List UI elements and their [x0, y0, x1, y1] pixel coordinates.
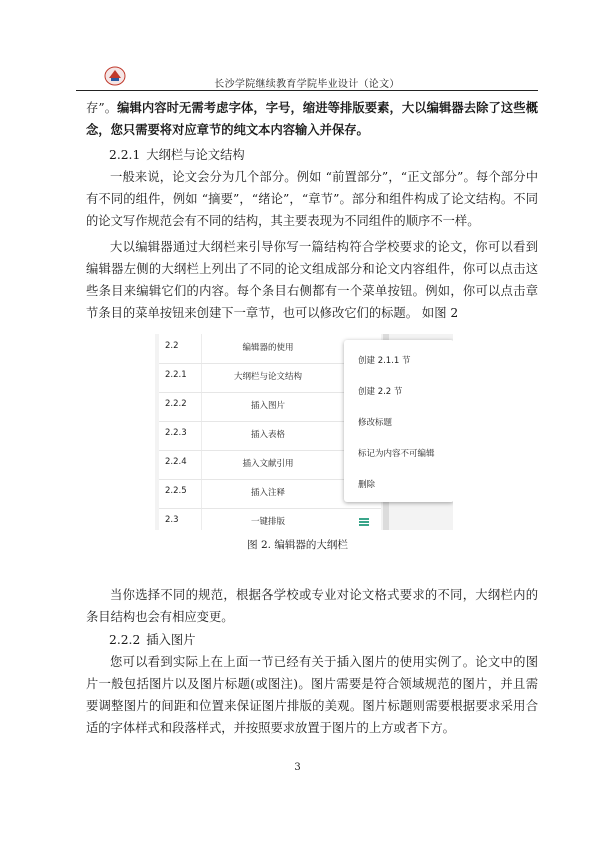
section-title: 大纲栏与论文结构: [146, 148, 245, 162]
figure-caption: 图 2. 编辑器的大纲栏: [247, 539, 348, 551]
outline-code: 2.2.4: [165, 457, 187, 467]
outline-label: 一键排版: [250, 517, 285, 527]
outline-code: 2.3: [165, 515, 179, 525]
outline-label: 插入图片: [250, 401, 285, 411]
intro-lead: 存”。: [86, 101, 118, 115]
menu-item-rename[interactable]: 修改标题: [358, 418, 393, 428]
outline-label: 插入表格: [250, 430, 285, 440]
outline-code: 2.2.1: [165, 370, 187, 380]
outline-row[interactable]: [159, 508, 381, 530]
outline-label: 插入注释: [250, 488, 285, 498]
outline-figure: [155, 334, 453, 530]
outline-label: 编辑器的使用: [242, 343, 294, 353]
section-number: 2.2.2: [109, 633, 141, 647]
outline-code: 2.2: [165, 341, 179, 351]
menu-item-lock[interactable]: 标记为内容不可编辑: [358, 449, 435, 459]
header-title: 长沙学院继续教育学院毕业设计（论文）: [214, 79, 400, 90]
outline-code: 2.2.3: [165, 428, 187, 438]
menu-item-create-2-2[interactable]: 创建 2.2 节: [358, 387, 403, 397]
section-number: 2.2.1: [109, 148, 141, 162]
section-heading-2-2-1: [109, 145, 245, 165]
list-icon[interactable]: [359, 518, 369, 526]
outline-code: 2.2.5: [165, 486, 187, 496]
page-number: 3: [294, 762, 301, 773]
page-header: [76, 66, 538, 91]
section-heading-2-2-2: [109, 630, 196, 650]
intro-paragraph: [86, 97, 538, 141]
section-title: 插入图片: [146, 633, 196, 647]
outline-code: 2.2.2: [165, 399, 187, 409]
body-paragraph: 一般来说，论文会分为几个部分。例如 “前置部分”，“正文部分”。每个部分中有不同的组件，例如 “摘要”，“绪论”，“章节”。部分和组件构成了论文结构。不同的论文写作规范会有不同的结构，其主要表现为不同组件的顺序不一样。: [86, 170, 538, 228]
menu-item-create-2-1-1[interactable]: 创建 2.1.1 节: [358, 356, 411, 366]
context-menu: [344, 340, 453, 502]
intro-bold-text: 编辑内容时无需考虑字体，字号，缩进等排版要素，大以编辑器去除了这些概念，您只需要将对应章节的纯文本内容输入并保存: [86, 100, 538, 137]
outline-label: 插入文献引用: [242, 459, 294, 469]
menu-item-delete[interactable]: 删除: [358, 480, 376, 490]
outline-label: 大纲栏与论文结构: [233, 372, 302, 382]
body-paragraph: 您可以看到实际上在上面一节已经有关于插入图片的使用实例了。论文中的图片一般包括图片以及图片标题(或图注)。图片需要是符合领域规范的图片，并且需要调整图片的间距和位置来保证图片排版的美观。图片标题则需要根据要求采用合适的字体样式和段落样式，并按照要求放置于图片的上方或者下方。: [86, 655, 538, 735]
body-paragraph: 大以编辑器通过大纲栏来引导你写一篇结构符合学校要求的论文，你可以看到编辑器左侧的大纲栏上列出了不同的论文组成部分和论文内容组件，你可以点击这些条目来编辑它们的内容。每个条目右侧都有一个菜单按钮。例如，你可以点击章节条目的菜单按钮来创建下一章节，也可以修改它们的标题。 如图 2: [86, 240, 538, 320]
intro-end: 。: [356, 122, 369, 137]
body-paragraph: 当你选择不同的规范，根据各学校或专业对论文格式要求的不同，大纲栏内的条目结构也会有相应变更。: [86, 588, 538, 624]
